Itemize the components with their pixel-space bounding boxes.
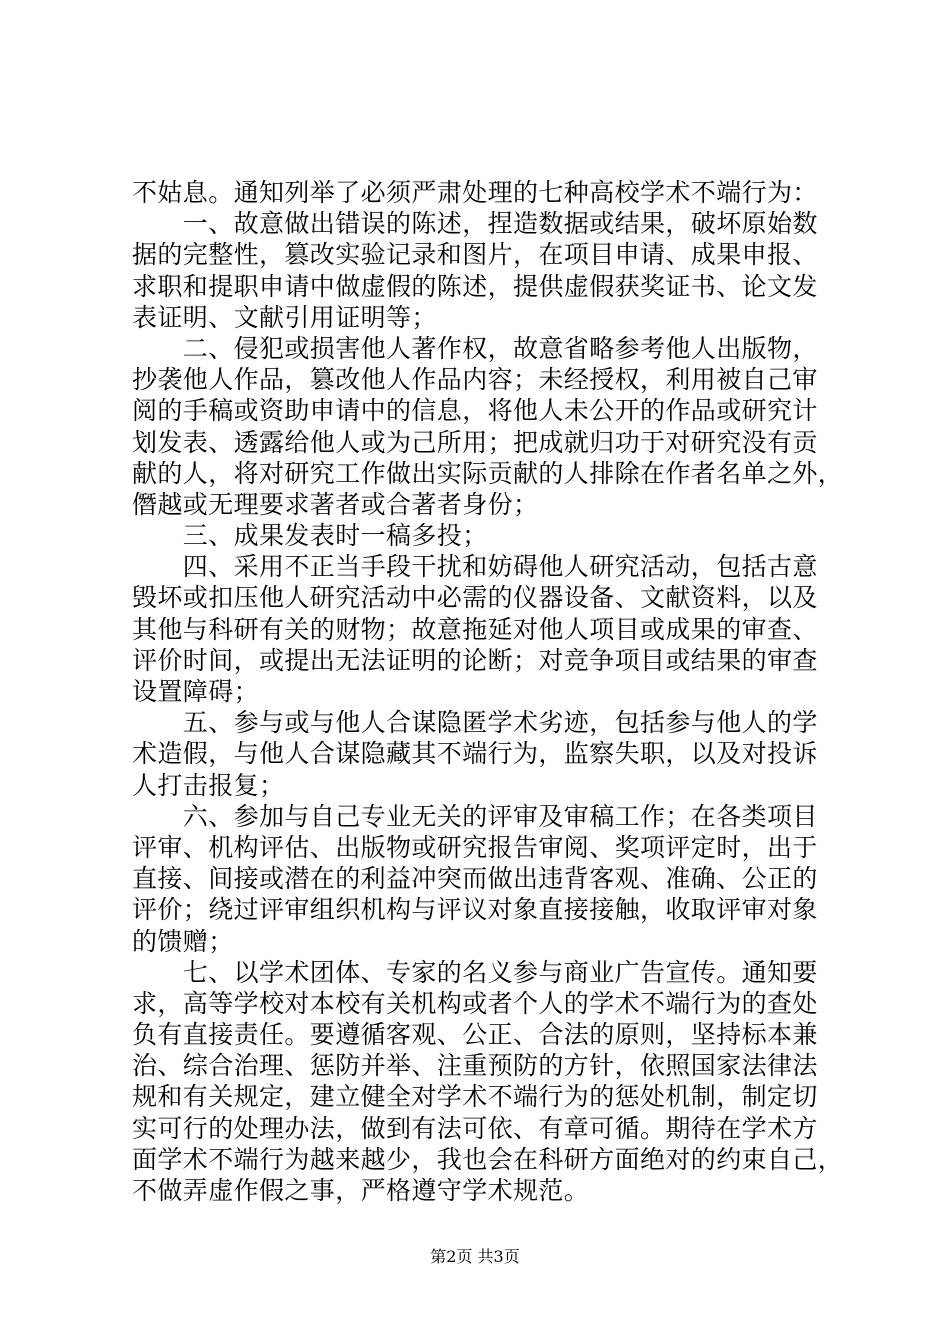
text-line: 阅的手稿或资助申请中的信息，将他人未公开的作品或研究计: [132, 396, 818, 426]
text-line: 表证明、文献引用证明等；: [132, 302, 437, 332]
text-line: 其他与科研有关的财物；故意拖延对他人项目或成果的审查、: [132, 614, 818, 644]
page-footer: [0, 1244, 950, 1267]
text-line: 七、以学术团体、专家的名义参与商业广告宣传。通知要: [132, 957, 818, 987]
text-line: 三、成果发表时一稿多投；: [132, 521, 488, 551]
text-line: 术造假，与他人合谋隐藏其不端行为，监察失职，以及对投诉: [132, 739, 818, 769]
text-line: 求职和提职申请中做虚假的陈述，提供虚假获奖证书、论文发: [132, 271, 818, 301]
text-line: 的馈赠；: [132, 926, 234, 956]
text-line: 人打击报复；: [132, 770, 285, 800]
text-line: 四、采用不正当手段干扰和妨碍他人研究活动，包括古意: [132, 552, 818, 582]
text-line: 二、侵犯或损害他人著作权，故意省略参考他人出版物，: [132, 333, 818, 363]
text-line: 治、综合治理、惩防并举、注重预防的方针，依照国家法律法: [132, 1051, 818, 1081]
text-line: 规和有关规定，建立健全对学术不端行为的惩处机制，制定切: [132, 1082, 818, 1112]
text-line: 评价；绕过评审组织机构与评议对象直接接触，收取评审对象: [132, 895, 818, 925]
body-text: [132, 177, 844, 1206]
text-line: 一、故意做出错误的陈述，捏造数据或结果，破坏原始数: [132, 209, 818, 239]
text-line: 僭越或无理要求著者或合著者身份；: [132, 489, 539, 519]
text-line: 抄袭他人作品，篡改他人作品内容；未经授权，利用被自己审: [132, 365, 818, 395]
text-line: 不做弄虚作假之事，严格遵守学术规范。: [132, 1176, 590, 1205]
text-line: 求，高等学校对本校有关机构或者个人的学术不端行为的查处: [132, 988, 818, 1018]
text-line: 设置障碍；: [132, 677, 260, 706]
text-line: 评审、机构评估、出版物或研究报告审阅、奖项评定时，出于: [132, 832, 818, 862]
text-line: 实可行的处理办法，做到有法可依、有章可循。期待在学术方: [132, 1113, 818, 1143]
text-line: 献的人，将对研究工作做出实际贡献的人排除在作者名单之外，: [132, 458, 844, 488]
text-line: 面学术不端行为越来越少，我也会在科研方面绝对的约束自己，: [132, 1144, 844, 1174]
text-line: 毁坏或扣压他人研究活动中必需的仪器设备、文献资料，以及: [132, 583, 818, 613]
text-line: 据的完整性，篡改实验记录和图片，在项目申请、成果申报、: [132, 240, 818, 270]
text-line: 六、参加与自己专业无关的评审及审稿工作；在各类项目: [132, 801, 818, 831]
text-line: 负有直接责任。要遵循客观、公正、合法的原则，坚持标本兼: [132, 1020, 818, 1050]
text-line: 五、参与或与他人合谋隐匿学术劣迹，包括参与他人的学: [132, 708, 818, 738]
text-line: 评价时间，或提出无法证明的论断；对竞争项目或结果的审查: [132, 645, 818, 675]
text-line: 直接、间接或潜在的利益冲突而做出违背客观、准确、公正的: [132, 864, 818, 894]
text-line: 不姑息。通知列举了必须严肃处理的七种高校学术不端行为：: [132, 178, 818, 207]
page-number-label: 第2页 共3页: [430, 1247, 520, 1266]
text-line: 划发表、透露给他人或为己所用；把成就归功于对研究没有贡: [132, 427, 818, 457]
